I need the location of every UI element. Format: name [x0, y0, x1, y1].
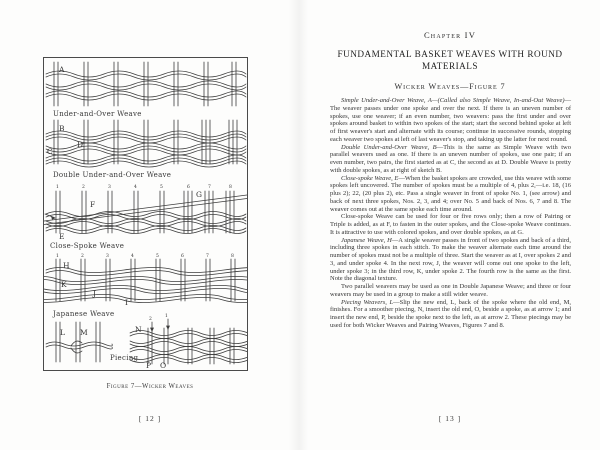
weave-diagram-piecing — [46, 319, 247, 364]
sketch-letter-g: G — [196, 190, 202, 199]
sketch-letter-p: P — [146, 361, 152, 370]
body-text — [330, 97, 571, 330]
sketch-letter-d: D — [77, 140, 84, 149]
arrow-number-2: 2 — [149, 317, 152, 322]
spoke-number-2b: 2 — [81, 254, 84, 259]
right-page — [300, 0, 600, 450]
section-caption-piecing: Piecing — [110, 354, 139, 362]
paragraph-text: Two parallel weavers may be used as one in Double Japanese Weave; and three or four weavers may be used in a group to make a still wider weave. — [330, 283, 571, 298]
sketch-letter-k: K — [61, 280, 67, 289]
section-caption-close-spoke: Close-Spoke Weave — [50, 242, 125, 250]
sketch-letter-j: J — [93, 289, 97, 298]
weave-diagrams-line-art — [44, 62, 247, 364]
paragraph-simple-weave — [330, 97, 571, 144]
sketch-letter-o: O — [160, 361, 167, 370]
figure-7-frame — [43, 57, 248, 371]
sketch-letter-c: C — [47, 147, 53, 156]
sketch-letter-b: B — [59, 124, 65, 133]
page-gutter-shadow — [288, 0, 308, 450]
weave-diagram-under-and-over — [46, 62, 246, 106]
weave-diagram-close-spoke — [44, 191, 247, 234]
paragraph-japanese-weave — [330, 237, 571, 284]
section-caption-japanese: Japanese Weave — [53, 310, 115, 318]
spoke-number-6: 6 — [187, 185, 190, 190]
spoke-number-5b: 5 — [156, 254, 159, 259]
figure-caption: Figure 7—Wicker Weaves — [106, 383, 194, 390]
sketch-letter-n: N — [135, 325, 142, 334]
arrow-number-1: 1 — [165, 314, 168, 319]
paragraph-lead: Close-spoke Weave, E — [341, 174, 399, 182]
paragraph-close-spoke-weave — [330, 175, 571, 214]
weave-diagram-japanese — [44, 259, 247, 303]
paragraph-lead: Double Under-and-Over Weave, B — [341, 143, 437, 151]
spoke-number-8: 8 — [229, 185, 232, 190]
sketch-letter-f: F — [90, 200, 96, 209]
sketch-letter-i: I — [125, 298, 128, 307]
chapter-heading: Chapter IV — [423, 30, 477, 40]
spoke-number-4: 4 — [134, 185, 137, 190]
paragraph-double-weave — [330, 144, 571, 175]
sketch-letter-m: M — [80, 328, 88, 337]
wicker-weaves-figure — [44, 58, 247, 370]
paragraph-close-spoke-usage — [330, 213, 571, 236]
sketch-letter-h: H — [63, 261, 70, 270]
paragraph-text: —Slip the new end, L, back of the spoke where the old end, M, finishes. For a smoother piecing, N, insert the old end, O, beside a spoke, as at arrow 1; and insert the new end, P, beside the spoke next to the left, as at arrow 2. These piecings may be used for both Wicker Weaves and Pairing Weaves, Figures 7 and 8. — [330, 298, 572, 329]
spoke-number-7b: 7 — [206, 254, 209, 259]
spoke-number-7: 7 — [208, 185, 211, 190]
paragraph-text: Close-spoke Weave can be used for four or five rows only; then a row of Pairing or Triple is added, as at F, to fasten in the outer spokes, and the Close-spoke Weave continues. It is attractive to use with colored spokes, and over double spokes, as at G. — [330, 213, 571, 236]
page-title: FUNDAMENTAL BASKET WEAVES WITH ROUND MATERIALS — [337, 49, 563, 71]
section-caption-double-under-and-over: Double Under-and-Over Weave — [53, 171, 172, 179]
paragraph-lead: Japanese Weave, H — [341, 236, 392, 244]
spoke-number-2: 2 — [82, 185, 85, 190]
spoke-number-4b: 4 — [131, 254, 134, 259]
section-caption-under-and-over: Under-and-Over Weave — [53, 110, 142, 118]
paragraph-piecing-weavers — [330, 299, 571, 330]
spoke-number-1b: 1 — [56, 254, 59, 259]
paragraph-text: —A single weaver passes in front of two spokes and back of a third, including three spokes in each stitch. To make the weaver alternate each time around the number of spokes must not be a multiple of three. Start the weaver as at I, over spokes 2 and 3, and under spoke 4. In the next row, J, the weaver will come out one spoke to the left, under spoke 3; in the third row, K, under spoke 2. The fourth row is the same as the first. Note the diagonal texture. — [330, 236, 571, 283]
page-number-right: [ 13 ] — [438, 414, 462, 423]
sketch-letter-l: L — [60, 328, 65, 337]
paragraph-lead: Piecing Weavers, L — [341, 298, 394, 306]
spoke-number-6b: 6 — [181, 254, 184, 259]
spoke-number-3: 3 — [108, 185, 111, 190]
weave-diagram-double-under-and-over — [46, 120, 246, 167]
section-subtitle: Wicker Weaves—Figure 7 — [394, 82, 506, 91]
spoke-number-1: 1 — [56, 185, 59, 190]
sketch-letter-a: A — [59, 65, 65, 74]
paragraph-text: —When the basket spokes are crowded, use this weave with some spokes left uncovered. The number of spokes must be a multiple of 4, plus 2,—i.e. 18, (16 plus 2); 22, (20 plus 2), etc. Pass a single weaver in front of spoke No. 1, (see arrow) and back of next three spokes, Nos. 2, 3, and 4; over No. 5 and back of Nos. 6, 7 and 8. The weaver comes out at the same spoke each time around. — [330, 174, 571, 213]
spoke-number-8b: 8 — [231, 254, 234, 259]
page-number-left: [ 12 ] — [138, 414, 162, 423]
spoke-number-3b: 3 — [106, 254, 109, 259]
paragraph-text: —The weaver passes under one spoke and over the next. If there is an uneven number of spokes, use one weaver; if an even number, two weavers: pass the first under and over spokes around basket to within two spokes of the start; start the second behind spoke at left of first weaver's start and alternate with its course; continue in successive rounds, stopping each weaver two spokes at left of last weaver's stop, and taking up the latter for next round. — [330, 97, 571, 143]
spoke-number-5: 5 — [160, 185, 163, 190]
paragraph-parallel-weavers — [330, 283, 571, 299]
paragraph-text: —This is the same as Simple Weave with two parallel weavers used as one. If there is an uneven number of spokes, use one pair; if an even number, two pairs, the first started as at C, the second as at D. Double Weave is pretty with double spokes, as at right of sketch B. — [330, 143, 571, 174]
figure-labels — [47, 65, 234, 370]
sketch-letter-e: E — [59, 232, 65, 241]
paragraph-lead: Simple Under-and-Over Weave, A—(Called also Simple Weave, In-and-Out Weave) — [341, 97, 565, 104]
